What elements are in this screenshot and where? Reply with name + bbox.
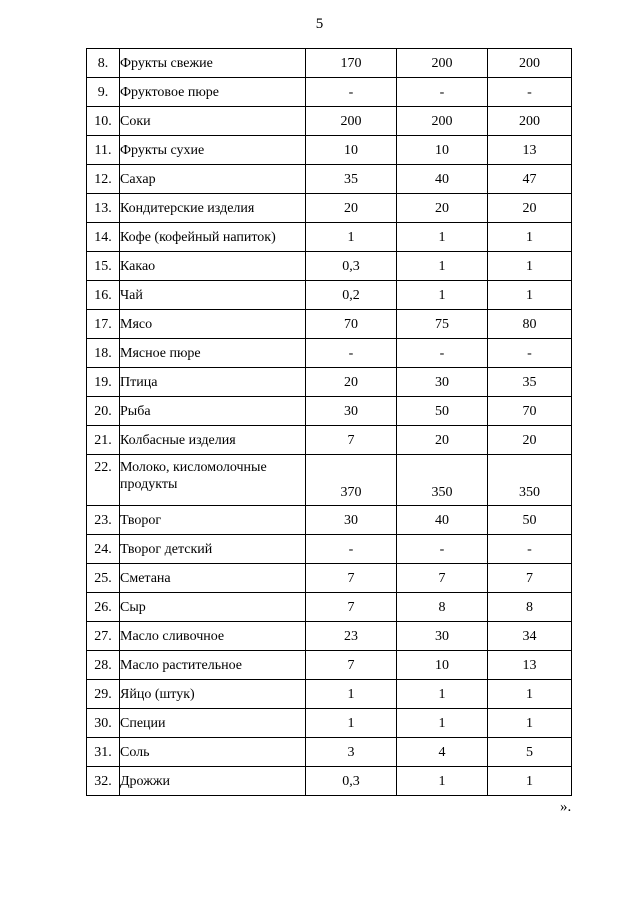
value-col-3: 70 (488, 397, 572, 426)
value-col-2: - (397, 535, 488, 564)
value-col-2: 1 (397, 281, 488, 310)
value-col-1: 7 (306, 564, 397, 593)
product-name: Кондитерские изделия (120, 194, 306, 223)
table-row (87, 252, 572, 281)
value-col-3: 20 (488, 426, 572, 455)
row-number: 8. (87, 49, 120, 78)
table-row (87, 767, 572, 796)
value-col-2: 1 (397, 680, 488, 709)
value-col-1: 70 (306, 310, 397, 339)
value-col-1: 23 (306, 622, 397, 651)
table-row (87, 339, 572, 368)
row-number: 28. (87, 651, 120, 680)
row-number: 32. (87, 767, 120, 796)
product-name: Соки (120, 107, 306, 136)
value-col-1: 7 (306, 593, 397, 622)
product-name: Колбасные изделия (120, 426, 306, 455)
product-name: Рыба (120, 397, 306, 426)
row-number: 29. (87, 680, 120, 709)
page-number: 5 (315, 16, 324, 32)
table-row (87, 397, 572, 426)
table-row (87, 426, 572, 455)
value-col-2: 1 (397, 223, 488, 252)
value-col-1: 370 (306, 455, 397, 506)
value-col-1: 20 (306, 368, 397, 397)
value-col-1: - (306, 339, 397, 368)
table-row (87, 165, 572, 194)
row-number: 11. (87, 136, 120, 165)
product-name: Какао (120, 252, 306, 281)
product-name: Фруктовое пюре (120, 78, 306, 107)
product-name: Молоко, кисломолочные продукты (120, 455, 306, 506)
product-name: Творог детский (120, 535, 306, 564)
row-number: 23. (87, 506, 120, 535)
value-col-1: 0,3 (306, 767, 397, 796)
value-col-3: - (488, 339, 572, 368)
value-col-3: 1 (488, 223, 572, 252)
row-number: 22. (87, 455, 120, 506)
value-col-1: 170 (306, 49, 397, 78)
value-col-2: 30 (397, 368, 488, 397)
product-name: Соль (120, 738, 306, 767)
row-number: 15. (87, 252, 120, 281)
table-row (87, 455, 572, 506)
value-col-2: 4 (397, 738, 488, 767)
product-name: Яйцо (штук) (120, 680, 306, 709)
row-number: 9. (87, 78, 120, 107)
value-col-3: 350 (488, 455, 572, 506)
row-number: 24. (87, 535, 120, 564)
product-name: Сыр (120, 593, 306, 622)
product-name: Мясо (120, 310, 306, 339)
table-row (87, 107, 572, 136)
value-col-3: 1 (488, 680, 572, 709)
food-norms-table (86, 48, 572, 796)
table-row (87, 368, 572, 397)
value-col-1: 7 (306, 651, 397, 680)
product-name: Сахар (120, 165, 306, 194)
table-row (87, 622, 572, 651)
product-name: Фрукты сухие (120, 136, 306, 165)
value-col-2: 10 (397, 651, 488, 680)
product-name: Специи (120, 709, 306, 738)
value-col-1: 30 (306, 397, 397, 426)
value-col-3: 5 (488, 738, 572, 767)
product-name: Масло сливочное (120, 622, 306, 651)
value-col-3: 7 (488, 564, 572, 593)
value-col-3: - (488, 535, 572, 564)
row-number: 26. (87, 593, 120, 622)
value-col-1: 30 (306, 506, 397, 535)
value-col-2: 200 (397, 107, 488, 136)
value-col-1: 0,3 (306, 252, 397, 281)
row-number: 19. (87, 368, 120, 397)
value-col-1: 1 (306, 680, 397, 709)
value-col-3: 1 (488, 252, 572, 281)
row-number: 10. (87, 107, 120, 136)
value-col-2: - (397, 78, 488, 107)
table-row (87, 136, 572, 165)
value-col-2: 8 (397, 593, 488, 622)
table-row (87, 223, 572, 252)
value-col-3: 20 (488, 194, 572, 223)
row-number: 20. (87, 397, 120, 426)
product-name: Дрожжи (120, 767, 306, 796)
value-col-1: - (306, 78, 397, 107)
value-col-2: 10 (397, 136, 488, 165)
value-col-1: 7 (306, 426, 397, 455)
value-col-3: 34 (488, 622, 572, 651)
product-name: Масло растительное (120, 651, 306, 680)
value-col-3: 50 (488, 506, 572, 535)
table-row (87, 680, 572, 709)
value-col-2: 30 (397, 622, 488, 651)
row-number: 27. (87, 622, 120, 651)
row-number: 12. (87, 165, 120, 194)
table-row (87, 535, 572, 564)
table-row (87, 310, 572, 339)
table-row (87, 49, 572, 78)
table-row (87, 564, 572, 593)
product-name: Творог (120, 506, 306, 535)
value-col-2: 20 (397, 194, 488, 223)
value-col-2: - (397, 339, 488, 368)
table-row (87, 593, 572, 622)
value-col-1: 1 (306, 223, 397, 252)
row-number: 25. (87, 564, 120, 593)
row-number: 30. (87, 709, 120, 738)
value-col-2: 75 (397, 310, 488, 339)
value-col-2: 7 (397, 564, 488, 593)
product-name: Птица (120, 368, 306, 397)
closing-quote-mark: ». (560, 799, 572, 815)
value-col-2: 50 (397, 397, 488, 426)
value-col-3: 1 (488, 767, 572, 796)
value-col-1: 0,2 (306, 281, 397, 310)
value-col-3: 1 (488, 709, 572, 738)
table-row (87, 709, 572, 738)
value-col-3: 13 (488, 136, 572, 165)
table-row (87, 78, 572, 107)
row-number: 13. (87, 194, 120, 223)
value-col-3: 35 (488, 368, 572, 397)
value-col-1: 3 (306, 738, 397, 767)
product-name: Чай (120, 281, 306, 310)
value-col-2: 40 (397, 165, 488, 194)
product-name: Мясное пюре (120, 339, 306, 368)
value-col-3: 8 (488, 593, 572, 622)
value-col-3: 200 (488, 107, 572, 136)
value-col-3: 47 (488, 165, 572, 194)
value-col-1: 20 (306, 194, 397, 223)
row-number: 31. (87, 738, 120, 767)
row-number: 14. (87, 223, 120, 252)
value-col-2: 1 (397, 709, 488, 738)
value-col-1: 200 (306, 107, 397, 136)
value-col-3: 1 (488, 281, 572, 310)
product-name: Сметана (120, 564, 306, 593)
table-row (87, 738, 572, 767)
value-col-3: 13 (488, 651, 572, 680)
value-col-1: 1 (306, 709, 397, 738)
product-name: Кофе (кофейный напиток) (120, 223, 306, 252)
value-col-3: 200 (488, 49, 572, 78)
value-col-1: - (306, 535, 397, 564)
row-number: 21. (87, 426, 120, 455)
table-row (87, 281, 572, 310)
value-col-1: 35 (306, 165, 397, 194)
table-row (87, 194, 572, 223)
value-col-2: 1 (397, 252, 488, 281)
value-col-3: - (488, 78, 572, 107)
value-col-3: 80 (488, 310, 572, 339)
value-col-2: 20 (397, 426, 488, 455)
row-number: 16. (87, 281, 120, 310)
table-row (87, 651, 572, 680)
value-col-2: 350 (397, 455, 488, 506)
table-body (87, 49, 572, 796)
value-col-1: 10 (306, 136, 397, 165)
row-number: 17. (87, 310, 120, 339)
product-name: Фрукты свежие (120, 49, 306, 78)
value-col-2: 1 (397, 767, 488, 796)
table-row (87, 506, 572, 535)
row-number: 18. (87, 339, 120, 368)
value-col-2: 200 (397, 49, 488, 78)
value-col-2: 40 (397, 506, 488, 535)
